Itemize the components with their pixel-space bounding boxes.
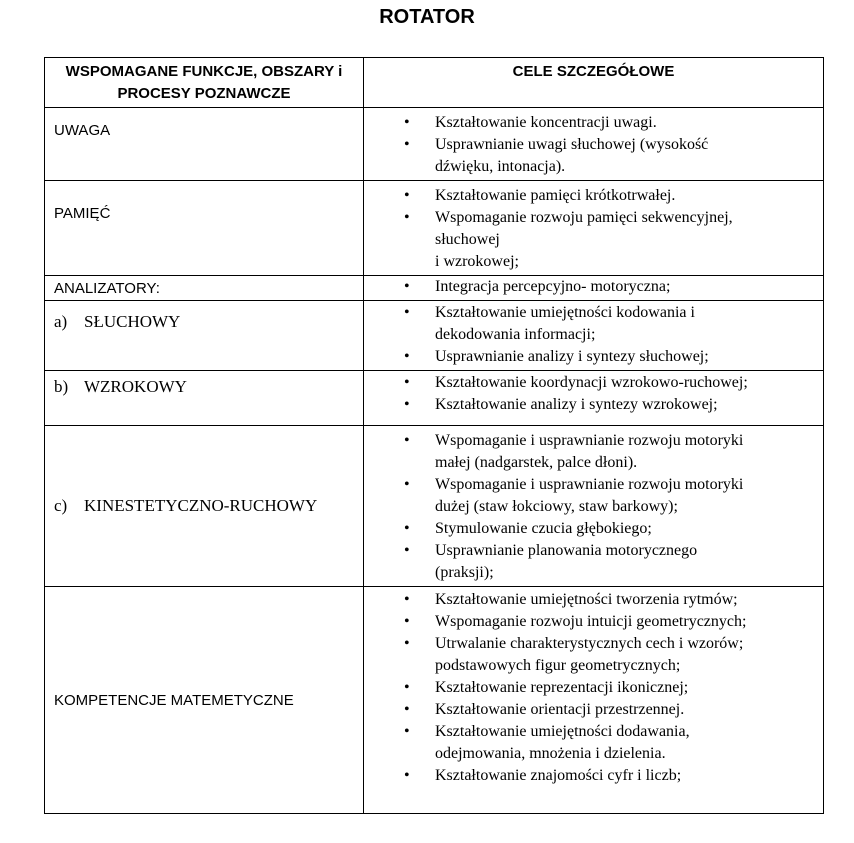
list-marker: c)	[54, 496, 68, 515]
list-item: • Usprawnianie uwagi słuchowej (wysokość dźwięku, intonacja).	[364, 134, 817, 178]
list-item: • Wspomaganie i usprawnianie rozwoju motoryki małej (nadgarstek, palce dłoni).	[364, 430, 817, 474]
area-label: UWAGA	[54, 122, 111, 139]
goals-cell	[364, 426, 824, 587]
area-label: KOMPETENCJE MATEMETYCZNE	[54, 691, 294, 709]
goals-list	[364, 587, 823, 789]
table-header-row	[45, 58, 824, 108]
table-body	[45, 108, 824, 814]
area-label: KINESTETYCZNO-RUCHOWY	[84, 496, 318, 515]
list-item: • Utrwalanie charakterystycznych cech i wzorów; podstawowych figur geometrycznych;	[364, 633, 817, 677]
area-cell	[45, 301, 364, 371]
goals-list	[364, 276, 823, 300]
list-item: • Kształtowanie orientacji przestrzennej.	[364, 699, 817, 721]
goals-cell	[364, 371, 824, 426]
goals-list	[364, 426, 823, 586]
list-marker: b)	[54, 377, 69, 396]
goals-cell	[364, 301, 824, 371]
document-title: ROTATOR	[379, 6, 475, 28]
table-row	[45, 108, 824, 181]
goals-table	[44, 57, 824, 814]
list-item: • Kształtowanie analizy i syntezy wzrokowej;	[364, 394, 817, 416]
area-label: WZROKOWY	[84, 377, 187, 396]
list-item: • Kształtowanie koncentracji uwagi.	[364, 112, 817, 134]
header-functions-line1: WSPOMAGANE FUNKCJE, OBSZARY i	[65, 63, 343, 80]
area-label: SŁUCHOWY	[84, 312, 181, 331]
table-row	[45, 587, 824, 814]
goals-list	[364, 301, 823, 370]
area-cell	[45, 276, 364, 301]
goals-cell	[364, 587, 824, 814]
list-item: • Wspomaganie rozwoju intuicji geometrycznych;	[364, 611, 817, 633]
goals-cell	[364, 108, 824, 181]
table-row	[45, 426, 824, 587]
list-item: • Kształtowanie umiejętności dodawania, odejmowania, mnożenia i dzielenia.	[364, 721, 817, 765]
list-item: • Stymulowanie czucia głębokiego;	[364, 518, 817, 540]
goals-list	[364, 108, 823, 180]
goals-cell	[364, 181, 824, 276]
list-item: • Wspomaganie rozwoju pamięci sekwencyjnej, słuchowej i wzrokowej;	[364, 207, 817, 273]
list-item: • Integracja percepcyjno- motoryczna;	[364, 276, 817, 298]
goals-list	[364, 181, 823, 275]
list-item: • Kształtowanie reprezentacji ikonicznej;	[364, 677, 817, 699]
area-cell	[45, 426, 364, 587]
area-label: PAMIĘĆ	[54, 205, 111, 222]
area-cell	[45, 371, 364, 426]
header-goals: CELE SZCZEGÓŁOWE	[364, 58, 824, 108]
area-cell	[45, 181, 364, 276]
list-item: • Usprawnianie planowania motorycznego (praksji);	[364, 540, 817, 584]
table-row	[45, 276, 824, 301]
list-item: • Kształtowanie znajomości cyfr i liczb;	[364, 765, 817, 787]
list-item: • Wspomaganie i usprawnianie rozwoju motoryki dużej (staw łokciowy, staw barkowy);	[364, 474, 817, 518]
header-functions-line2: PROCESY POZNAWCZE	[117, 85, 291, 102]
table-row	[45, 301, 824, 371]
list-item: • Kształtowanie umiejętności kodowania i dekodowania informacji;	[364, 302, 817, 346]
area-cell	[45, 587, 364, 814]
list-marker: a)	[54, 312, 68, 331]
header-functions	[45, 58, 364, 108]
list-item: • Kształtowanie koordynacji wzrokowo-ruchowej;	[364, 372, 817, 394]
list-item: • Usprawnianie analizy i syntezy słuchowej;	[364, 346, 817, 368]
area-label: ANALIZATORY:	[54, 279, 160, 297]
goals-cell	[364, 276, 824, 301]
table-row	[45, 181, 824, 276]
area-cell	[45, 108, 364, 181]
goals-list	[364, 371, 823, 418]
list-item: • Kształtowanie umiejętności tworzenia rytmów;	[364, 589, 817, 611]
table-row	[45, 371, 824, 426]
list-item: • Kształtowanie pamięci krótkotrwałej.	[364, 185, 817, 207]
